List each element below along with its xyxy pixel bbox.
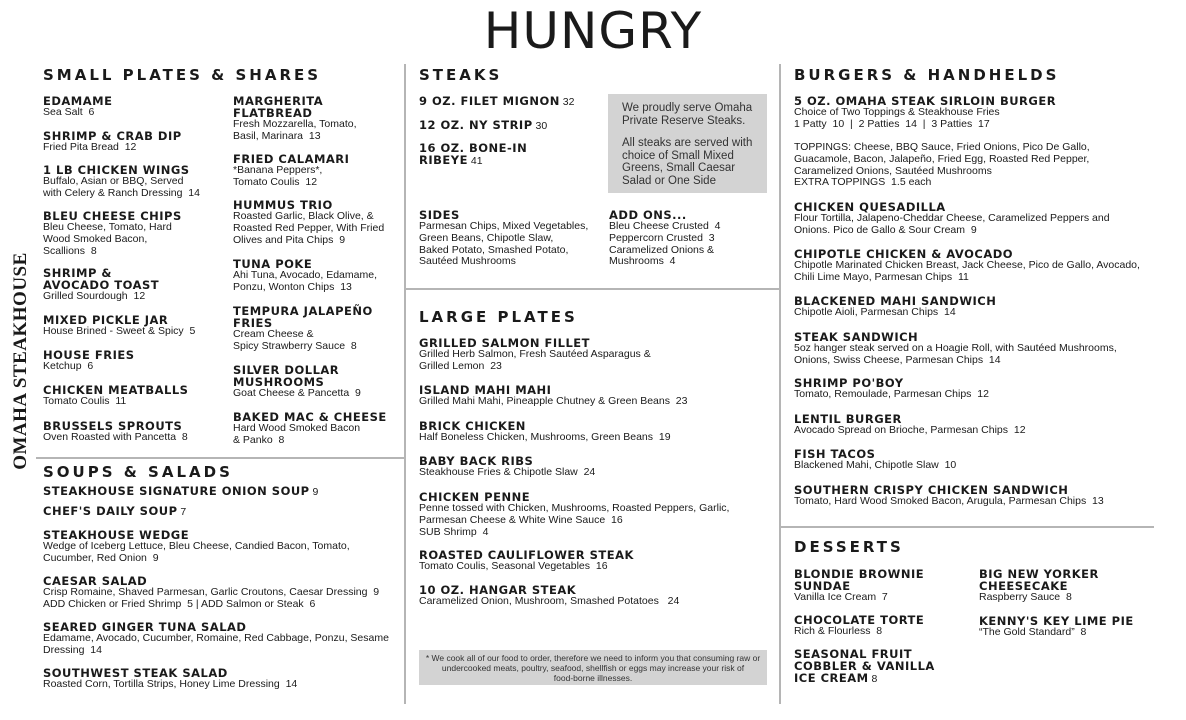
item-price: 5 xyxy=(183,325,196,337)
item-description-text: Chipotle Marinated Chicken Breast, Jack Cheese, Pico de Gallo, Avocado, Chili Lime Mayo, Parmesan Chips 11 xyxy=(794,259,1140,283)
item-name: GRILLED SALMON FILLET xyxy=(419,336,590,350)
divider xyxy=(779,64,781,704)
small-plates-right-item xyxy=(233,258,377,294)
small-plates-right-item xyxy=(233,199,384,246)
soups-salads-item xyxy=(43,575,379,611)
item-description-text: Tomato Coulis, Seasonal Vegetables 16 xyxy=(419,560,608,572)
item-price: 12 xyxy=(118,141,137,153)
soups-salads-item xyxy=(43,667,297,691)
item-description-text: “The Gold Standard” 8 xyxy=(979,626,1087,638)
item-description xyxy=(43,222,182,257)
item-description-text: Tomato, Hard Wood Smoked Bacon, Arugula, Parmesan Chips 13 xyxy=(794,495,1104,507)
item-name: TUNA POKE xyxy=(233,257,313,271)
burgers-item xyxy=(794,95,1056,131)
page-title: HUNGRY xyxy=(483,2,703,60)
item-description xyxy=(233,423,387,447)
item-description xyxy=(43,107,112,119)
item-name: SOUTHWEST STEAK SALAD xyxy=(43,666,228,680)
item-description xyxy=(43,679,297,691)
item-price: 9 xyxy=(333,233,346,246)
item-name: CHOCOLATE TORTE xyxy=(794,613,925,627)
item-description-text: Grilled Mahi Mahi, Pineapple Chutney & Green Beans 23 xyxy=(419,395,688,407)
steaks-item xyxy=(419,95,574,108)
item-price: 9 xyxy=(309,486,319,498)
item-name: STEAK SANDWICH xyxy=(794,330,919,344)
item-description-text: Blackened Mahi, Chipotle Slaw 10 xyxy=(794,459,957,471)
small-plates-left-item xyxy=(43,384,188,408)
item-description xyxy=(419,503,729,538)
burgers-item xyxy=(794,377,989,401)
item-name: HOUSE FRIES xyxy=(43,348,135,362)
item-description xyxy=(233,119,357,143)
item-description-text: Roasted Corn, Tortilla Strips, Honey Lime Dressing xyxy=(43,678,280,690)
item-description xyxy=(794,389,989,401)
item-name: STEAKHOUSE SIGNATURE ONION SOUP 9 xyxy=(43,484,319,498)
item-name: STEAKHOUSE WEDGE xyxy=(43,528,190,542)
item-price: 14 xyxy=(182,186,200,199)
item-name: FRIED CALAMARI xyxy=(233,152,350,166)
item-price: 12 xyxy=(299,175,318,188)
desserts-left-item xyxy=(794,648,935,685)
item-name: HUMMUS TRIO xyxy=(233,198,333,212)
item-price: 8 xyxy=(85,244,97,257)
item-description xyxy=(979,592,1099,604)
item-name: TEMPURA JALAPEÑO FRIES xyxy=(233,304,373,330)
burgers-item xyxy=(794,484,1104,508)
item-name: SHRIMP PO'BOY xyxy=(794,376,904,390)
item-name: BLEU CHEESE CHIPS xyxy=(43,209,182,223)
desserts-right-item xyxy=(979,615,1134,639)
item-price: 11 xyxy=(109,395,127,407)
footnote-box xyxy=(419,650,767,685)
item-description xyxy=(419,467,595,479)
item-description-text: Goat Cheese & Pancetta xyxy=(233,387,350,399)
item-price: 14 xyxy=(279,678,298,690)
large-plates-item xyxy=(419,584,679,608)
item-description xyxy=(43,633,389,657)
item-name: SHRIMP & AVOCADO TOAST xyxy=(43,266,160,292)
item-price: 30 xyxy=(532,120,548,132)
item-price: 6 xyxy=(303,597,316,610)
item-description xyxy=(43,396,188,408)
burgers-item xyxy=(794,413,1026,437)
item-description-text: Edamame, Avocado, Cucumber, Romaine, Red Cabbage, Ponzu, Sesame Dressing xyxy=(43,632,389,656)
item-price: 8 xyxy=(176,431,188,443)
item-description-text: Avocado Spread on Brioche, Parmesan Chips 12 xyxy=(794,424,1026,436)
item-price: 7 xyxy=(177,506,187,518)
item-price: 12 xyxy=(127,290,146,302)
item-description xyxy=(233,165,349,189)
item-name: CHEF'S DAILY SOUP 7 xyxy=(43,504,187,518)
item-name: 1 LB CHICKEN WINGS xyxy=(43,163,190,177)
item-description xyxy=(794,107,1056,131)
item-description xyxy=(43,142,182,154)
divider xyxy=(36,457,404,459)
brand-logo xyxy=(7,230,35,492)
item-price: 6 xyxy=(81,360,94,372)
item-description xyxy=(794,307,996,319)
item-description-text: Rich & Flourless 8 xyxy=(794,625,883,637)
burgers-item xyxy=(794,142,1090,189)
steaks-item xyxy=(419,119,547,132)
item-description xyxy=(43,326,195,338)
divider xyxy=(781,526,1154,528)
item-name: BLACKENED MAHI SANDWICH xyxy=(794,294,997,308)
divider xyxy=(404,64,406,704)
item-description-text: Oven Roasted with Pancetta xyxy=(43,431,177,443)
item-description xyxy=(794,260,1140,284)
item-description xyxy=(794,496,1104,508)
small-plates-left-item xyxy=(43,210,182,257)
item-name: ROASTED CAULIFLOWER STEAK xyxy=(419,548,634,562)
item-description xyxy=(419,561,634,573)
item-price: 13 xyxy=(334,280,352,293)
item-name: MIXED PICKLE JAR xyxy=(43,313,169,327)
item-description xyxy=(233,211,384,246)
item-description-text: 5oz hanger steak served on a Hoagie Roll, with Sautéed Mushrooms, Onions, Swiss Cheese, Parmesan Chips 14 xyxy=(794,342,1117,366)
item-description xyxy=(43,291,159,303)
item-description-text: Tomato, Remoulade, Parmesan Chips 12 xyxy=(794,388,989,400)
sides-label: SIDES xyxy=(419,208,460,222)
item-description-text: Grilled Herb Salmon, Fresh Sautéed Asparagus & Grilled Lemon 23 xyxy=(419,348,651,372)
brand-name: OMAHA STEAKHOUSE xyxy=(10,252,31,470)
item-description-text: Fried Pita Bread xyxy=(43,141,119,153)
item-name: SEASONAL FRUIT COBBLER & VANILLA ICE CREAM 8 xyxy=(794,647,935,685)
item-description xyxy=(419,596,679,608)
large-plates-item xyxy=(419,420,671,444)
section-heading-steaks: STEAKS xyxy=(419,66,503,84)
small-plates-right-item xyxy=(233,411,387,447)
small-plates-left-item xyxy=(43,420,188,444)
small-plates-left-item xyxy=(43,164,200,200)
large-plates-item xyxy=(419,337,651,373)
item-name: CHICKEN PENNE xyxy=(419,490,531,504)
item-description xyxy=(794,343,1117,367)
item-description-text: *Banana Peppers*, Tomato Coulis xyxy=(233,164,323,188)
item-price: 32 xyxy=(559,96,575,108)
item-description-text: Tomato Coulis xyxy=(43,395,110,407)
item-description xyxy=(233,270,377,294)
item-name: BAKED MAC & CHEESE xyxy=(233,410,387,424)
soups-salads-item xyxy=(43,621,389,657)
item-name: BRICK CHICKEN xyxy=(419,419,526,433)
small-plates-right-item xyxy=(233,305,373,353)
item-description xyxy=(794,592,924,604)
item-name: MARGHERITA FLATBREAD xyxy=(233,94,324,120)
soups-salads-item xyxy=(43,485,318,498)
steak-note-2: All steaks are served with choice of Small Mixed Greens, Small Caesar Salad or One Side xyxy=(622,137,753,187)
desserts-left-item xyxy=(794,568,924,604)
small-plates-left-item xyxy=(43,349,135,373)
item-name: LENTIL BURGER xyxy=(794,412,902,426)
item-name: SILVER DOLLAR MUSHROOMS xyxy=(233,363,340,389)
item-description-text: Steakhouse Fries & Chipotle Slaw 24 xyxy=(419,466,596,478)
item-description-text: Grilled Sourdough xyxy=(43,290,128,302)
item-description-text: Sea Salt xyxy=(43,106,83,118)
item-description-text: Crisp Romaine, Shaved Parmesan, Garlic Croutons, Caesar Dressing 9 ADD Chicken or Fried Shrimp 5 | ADD Salmon or Steak xyxy=(43,586,380,610)
item-price: 9 xyxy=(349,387,361,399)
item-description xyxy=(43,361,135,373)
item-name: CHICKEN MEATBALLS xyxy=(43,383,189,397)
item-description xyxy=(419,432,671,444)
item-description-text: Caramelized Onion, Mushroom, Smashed Potatoes 24 xyxy=(419,595,680,607)
item-description xyxy=(43,176,200,200)
item-description xyxy=(43,432,188,444)
item-description-text: Half Boneless Chicken, Mushrooms, Green Beans 19 xyxy=(419,431,671,443)
item-price: 8 xyxy=(272,433,285,446)
small-plates-left-item xyxy=(43,130,182,154)
addons-desc: Bleu Cheese Crusted 4 Peppercorn Crusted 3 Caramelized Onions & Mushrooms 4 xyxy=(609,220,721,268)
section-heading-soups-salads: SOUPS & SALADS xyxy=(43,463,233,481)
item-description-text: House Brined - Sweet & Spicy xyxy=(43,325,184,337)
item-description-text: Choice of Two Toppings & Steakhouse Fries 1 Patty 10 | 2 Patties 14 | 3 Patties 17 xyxy=(794,106,1000,130)
section-heading-small-plates: SMALL PLATES & SHARES xyxy=(43,66,322,84)
item-name: 9 OZ. FILET MIGNON 32 xyxy=(419,94,575,108)
large-plates-item xyxy=(419,491,729,538)
desserts-left-item xyxy=(794,614,924,638)
item-price: 8 xyxy=(868,673,878,685)
item-name: SEARED GINGER TUNA SALAD xyxy=(43,620,247,634)
item-name: 16 OZ. BONE-IN RIBEYE 41 xyxy=(419,141,528,167)
item-description-text: Vanilla Ice Cream 7 xyxy=(794,591,888,603)
item-description xyxy=(233,388,361,400)
burgers-item xyxy=(794,248,1140,284)
addons-label: ADD ONS... xyxy=(609,208,687,222)
item-description-text: Chipotle Aioli, Parmesan Chips 14 xyxy=(794,306,956,318)
item-description xyxy=(794,142,1090,189)
small-plates-left-item xyxy=(43,314,195,338)
item-price: 41 xyxy=(467,155,483,167)
item-description-text: Wedge of Iceberg Lettuce, Bleu Cheese, Candied Bacon, Tomato, Cucumber, Red Onion xyxy=(43,540,350,564)
item-description-text: Roasted Garlic, Black Olive, & Roasted Red Pepper, With Fried Olives and Pita Chips xyxy=(233,210,385,246)
desserts-right-item xyxy=(979,568,1099,604)
item-name: 5 OZ. OMAHA STEAK SIRLOIN BURGER xyxy=(794,94,1057,108)
divider xyxy=(406,288,779,290)
footnote: * We cook all of our food to order, therefore we need to inform you that consuming raw or undercooked meats, poultry, seafood, shellfish or eggs may increase your risk of food-borne illnesses. xyxy=(425,653,761,683)
item-name: CHIPOTLE CHICKEN & AVOCADO xyxy=(794,247,1014,261)
item-name: SOUTHERN CRISPY CHICKEN SANDWICH xyxy=(794,483,1069,497)
item-name: SHRIMP & CRAB DIP xyxy=(43,129,182,143)
sides-desc: Parmesan Chips, Mixed Vegetables, Green Beans, Chipotle Slaw, Baked Potato, Smashed Potato, Sautéed Mushrooms xyxy=(419,220,589,268)
item-description xyxy=(43,541,350,565)
item-description-text: Fresh Mozzarella, Tomato, Basil, Marinara xyxy=(233,118,357,142)
item-name: BRUSSELS SPROUTS xyxy=(43,419,183,433)
item-name: CAESAR SALAD xyxy=(43,574,148,588)
sides xyxy=(419,209,588,268)
item-description-text: Bleu Cheese, Tomato, Hard Wood Smoked Bacon, Scallions xyxy=(43,221,172,257)
item-description xyxy=(794,626,924,638)
item-description-text: Raspberry Sauce 8 xyxy=(979,591,1072,603)
item-name: 12 OZ. NY STRIP 30 xyxy=(419,118,548,132)
item-name: ISLAND MAHI MAHI xyxy=(419,383,552,397)
soups-salads-item xyxy=(43,505,186,518)
small-plates-right-item xyxy=(233,364,361,400)
item-description-text: TOPPINGS: Cheese, BBQ Sauce, Fried Onions, Pico De Gallo, Guacamole, Bacon, Jalapeño, Fried Egg, Roasted Red Pepper, Caramelized Onions, Sautéed Mushrooms EXTRA TOPPINGS 1.5 each xyxy=(794,141,1090,189)
burgers-item xyxy=(794,295,996,319)
soups-salads-item xyxy=(43,529,350,565)
addons xyxy=(609,209,720,268)
item-name: FISH TACOS xyxy=(794,447,876,461)
section-heading-desserts: DESSERTS xyxy=(794,538,904,556)
item-description xyxy=(43,587,379,611)
section-heading-large-plates: LARGE PLATES xyxy=(419,308,578,326)
item-price: 14 xyxy=(84,643,102,656)
item-description xyxy=(794,425,1026,437)
steak-note-box xyxy=(608,94,767,193)
small-plates-right-item xyxy=(233,95,357,143)
steaks-item xyxy=(419,142,527,167)
item-name: KENNY'S KEY LIME PIE xyxy=(979,614,1134,628)
item-description xyxy=(794,460,956,472)
item-price: 13 xyxy=(303,129,321,142)
item-name: EDAMAME xyxy=(43,94,113,108)
item-description-text: Penne tossed with Chicken, Mushrooms, Roasted Peppers, Garlic, Parmesan Cheese & White Wine Sauce 16 SUB Shrimp 4 xyxy=(419,502,730,538)
item-description xyxy=(794,213,1110,237)
item-description xyxy=(419,396,687,408)
burgers-item xyxy=(794,448,956,472)
item-price: 9 xyxy=(146,551,159,564)
burgers-item xyxy=(794,201,1110,237)
item-description xyxy=(419,349,651,373)
small-plates-left-item xyxy=(43,267,159,303)
small-plates-left-item xyxy=(43,95,112,119)
item-name: 10 OZ. HANGAR STEAK xyxy=(419,583,577,597)
item-price: 6 xyxy=(82,106,95,118)
item-name: CHICKEN QUESADILLA xyxy=(794,200,946,214)
item-description-text: Ketchup xyxy=(43,360,82,372)
burgers-item xyxy=(794,331,1117,367)
steak-note-1: We proudly serve Omaha Private Reserve Steaks. xyxy=(622,102,753,127)
item-description-text: Hard Wood Smoked Bacon & Panko xyxy=(233,422,361,446)
small-plates-right-item xyxy=(233,153,349,189)
item-description-text: Buffalo, Asian or BBQ, Served with Celery & Ranch Dressing xyxy=(43,175,184,199)
item-name: BIG NEW YORKER CHEESECAKE xyxy=(979,567,1099,593)
large-plates-item xyxy=(419,384,687,408)
item-description xyxy=(233,329,373,353)
item-description-text: Flour Tortilla, Jalapeno-Cheddar Cheese, Caramelized Peppers and Onions. Pico de Gallo & Sour Cream 9 xyxy=(794,212,1110,236)
item-price: 8 xyxy=(345,339,357,352)
section-heading-burgers: BURGERS & HANDHELDS xyxy=(794,66,1060,84)
item-description-text: Cream Cheese & Spicy Strawberry Sauce xyxy=(233,328,346,352)
item-description xyxy=(979,627,1134,639)
large-plates-item xyxy=(419,549,634,573)
item-name: BLONDIE BROWNIE SUNDAE xyxy=(794,567,925,593)
item-name: BABY BACK RIBS xyxy=(419,454,534,468)
large-plates-item xyxy=(419,455,595,479)
item-description-text: Ahi Tuna, Avocado, Edamame, Ponzu, Wonton Chips xyxy=(233,269,377,293)
